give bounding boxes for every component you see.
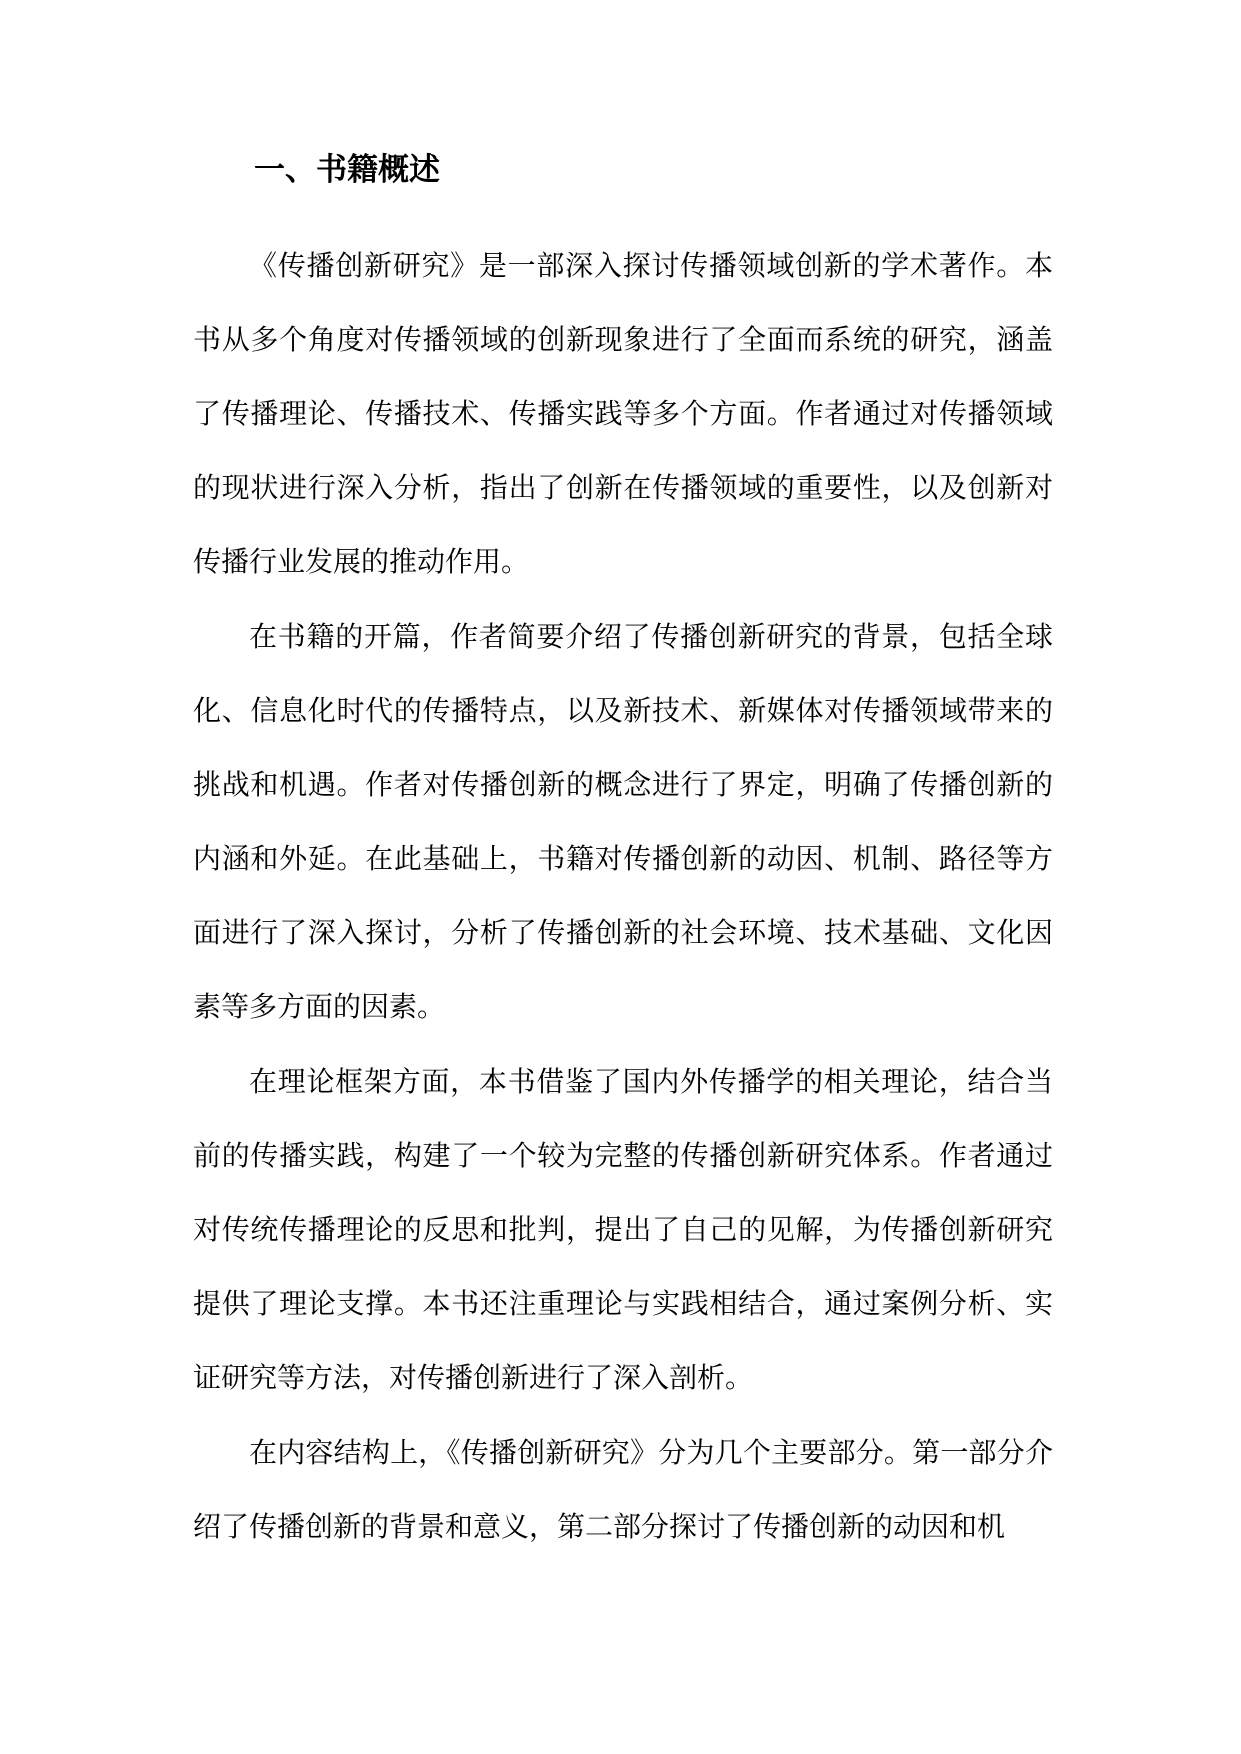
paragraph: 在书籍的开篇，作者简要介绍了传播创新研究的背景，包括全球化、信息化时代的传播特点，以及新技术、新媒体对传播领域带来的挑战和机遇。作者对传播创新的概念进行了界定，明确了传播创新的内涵和外延。在此基础上，书籍对传播创新的动因、机制、路径等方面进行了深入探讨，分析了传播创新的社会环境、技术基础、文化因素等多方面的因素。 xyxy=(193,620,1053,1023)
paragraph: 《传播创新研究》是一部深入探讨传播领域创新的学术著作。本书从多个角度对传播领域的创新现象进行了全面而系统的研究，涵盖了传播理论、传播技术、传播实践等多个方面。作者通过对传播领域的现状进行深入分析，指出了创新在传播领域的重要性，以及创新对传播行业发展的推动作用。 xyxy=(193,249,1053,578)
body-text xyxy=(193,229,1053,1565)
paragraph: 在理论框架方面，本书借鉴了国内外传播学的相关理论，结合当前的传播实践，构建了一个较为完整的传播创新研究体系。作者通过对传统传播理论的反思和批判，提出了自己的见解，为传播创新研究提供了理论支撑。本书还注重理论与实践相结合，通过案例分析、实证研究等方法，对传播创新进行了深入剖析。 xyxy=(193,1065,1053,1394)
section-heading: 一、书籍概述 xyxy=(254,152,440,188)
paragraph: 在内容结构上，《传播创新研究》分为几个主要部分。第一部分介绍了传播创新的背景和意义，第二部分探讨了传播创新的动因和机 xyxy=(193,1436,1053,1543)
